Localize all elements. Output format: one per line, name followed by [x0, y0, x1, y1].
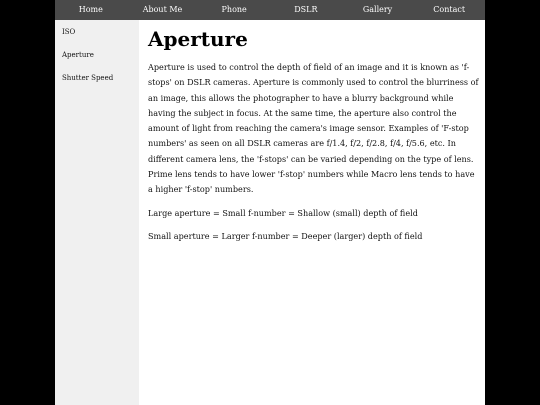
large-aperture-note: Large aperture = Small f-number = Shallow (small) depth of field	[148, 207, 418, 218]
nav-dslr-link[interactable]: DSLR	[294, 5, 318, 14]
nav-home-link[interactable]: Home	[78, 5, 103, 14]
nav-phone-link[interactable]: Phone	[221, 5, 247, 14]
nav-about-me-link[interactable]: About Me	[142, 5, 183, 14]
small-aperture-note: Small aperture = Larger f-number = Deeper (larger) depth of field	[148, 230, 423, 241]
sidebar-item-iso[interactable]: ISO	[62, 28, 76, 36]
aperture-description: Aperture is used to control the depth of field of an image and it is known as 'f-stops' on DSLR cameras. Aperture is commonly used to control the blurriness of an image, this allows the photographer to have a blurry background while having the subject in focus. At the same time, the aperture also control the amount of light from reaching the camera's image sensor. Examples of 'F-stop numbers' as seen on all DSLR cameras are f/1.4, f/2, f/2.8, f/4, f/5.6, etc. In different camera lens, the 'f-stops' can be varied depending on the type of lens. Prime lens tends to have lower 'f-stop' numbers while Macro lens tends to have a higher 'f-stop' numbers.	[148, 62, 479, 195]
nav-gallery-link[interactable]: Gallery	[362, 5, 393, 14]
sidebar-item-shutter-speed[interactable]: Shutter Speed	[62, 74, 114, 82]
nav-contact-link[interactable]: Contact	[433, 5, 466, 14]
page-title: Aperture	[148, 27, 248, 51]
sidebar-item-aperture[interactable]: Aperture	[62, 51, 94, 59]
top-nav	[55, 0, 485, 20]
main-content	[148, 26, 480, 244]
sidebar	[55, 20, 139, 405]
page	[55, 0, 485, 405]
